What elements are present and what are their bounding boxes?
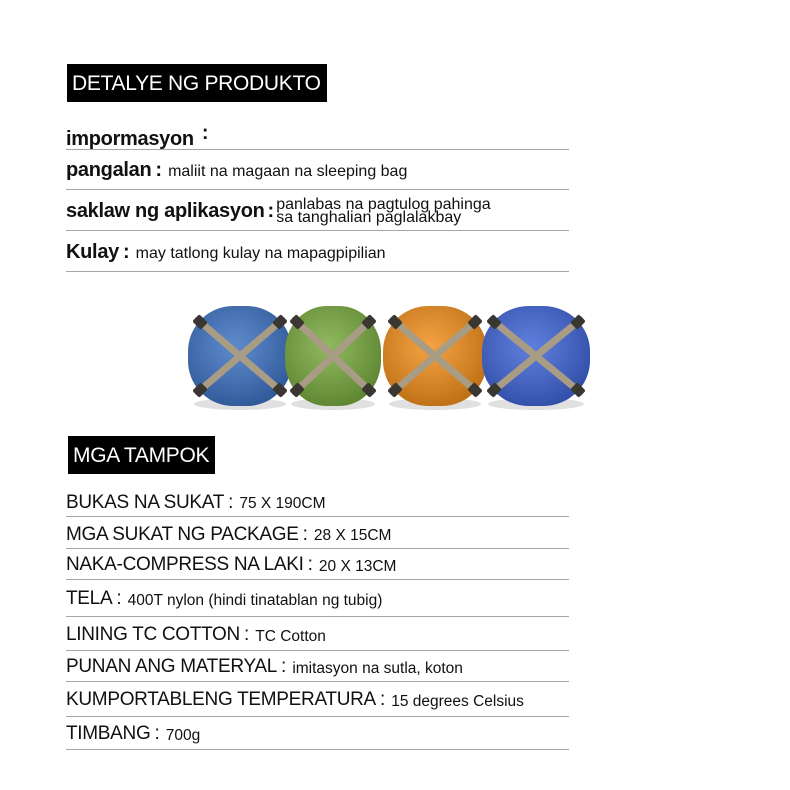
- detail-label: saklaw ng aplikasyon: [66, 200, 265, 222]
- feature-row: [66, 484, 569, 517]
- detail-colon: :: [267, 200, 275, 222]
- feature-row: [66, 616, 569, 651]
- detail-value-line: sa tanghalian paglalakbay: [276, 209, 462, 226]
- feature-value: TC Cotton: [255, 627, 326, 645]
- detail-value: maliit na magaan na sleeping bag: [168, 163, 408, 180]
- feature-label: TELA: [66, 588, 113, 609]
- feature-colon: :: [243, 624, 250, 645]
- detail-value: may tatlong kulay na mapagpipilian: [135, 245, 386, 262]
- feature-colon: :: [228, 492, 234, 513]
- product-details-heading: DETALYE NG PRODUKTO: [67, 64, 327, 102]
- feature-row: [66, 548, 569, 580]
- sleeping-bag: [383, 306, 487, 410]
- feature-label: TIMBANG: [66, 723, 151, 744]
- feature-value: 700g: [165, 726, 201, 744]
- feature-label: LINING TC COTTON: [66, 624, 240, 645]
- detail-colon: :: [155, 159, 163, 181]
- feature-colon: :: [379, 689, 386, 710]
- feature-colon: :: [281, 656, 287, 677]
- feature-label: NAKA-COMPRESS NA LAKI: [66, 554, 304, 575]
- feature-row: [66, 650, 569, 682]
- feature-value: 400T nylon (hindi tinatablan ng tubig): [127, 591, 383, 609]
- feature-colon: :: [307, 554, 313, 575]
- detail-row-color: [66, 230, 569, 272]
- feature-colon: :: [116, 588, 122, 609]
- detail-row-application: [66, 189, 569, 231]
- feature-row: [66, 681, 569, 717]
- feature-label: MGA SUKAT NG PACKAGE: [66, 524, 299, 545]
- sleeping-bag: [188, 306, 292, 410]
- feature-value: 15 degrees Celsius: [391, 692, 524, 710]
- sleeping-bag: [285, 306, 381, 410]
- feature-row: [66, 516, 569, 549]
- feature-colon: :: [154, 723, 160, 744]
- sleeping-bag: [482, 306, 590, 410]
- feature-label: PUNAN ANG MATERYAL: [66, 656, 278, 677]
- detail-row-name: [66, 149, 569, 190]
- detail-value: [276, 198, 490, 230]
- features-heading: MGA TAMPOK: [68, 436, 215, 474]
- feature-value: 75 X 190CM: [239, 494, 326, 512]
- detail-colon: :: [201, 122, 209, 144]
- feature-value: 28 X 15CM: [313, 526, 392, 544]
- feature-colon: :: [302, 524, 308, 545]
- detail-label: Kulay: [66, 241, 119, 263]
- feature-value: imitasyon na sutla, koton: [292, 659, 463, 677]
- feature-row: [66, 716, 569, 750]
- detail-label: pangalan: [66, 159, 152, 181]
- detail-row-info: [66, 118, 569, 150]
- sleeping-bags-image: [188, 300, 592, 416]
- detail-value-line: panlabas na pagtulog pahinga: [276, 196, 491, 213]
- feature-value: 20 X 13CM: [318, 557, 397, 575]
- feature-row: [66, 579, 569, 617]
- feature-label: KUMPORTABLENG TEMPERATURA: [66, 689, 376, 710]
- feature-label: BUKAS NA SUKAT: [66, 492, 225, 513]
- detail-colon: :: [122, 241, 130, 263]
- detail-label: impormasyon: [66, 128, 194, 150]
